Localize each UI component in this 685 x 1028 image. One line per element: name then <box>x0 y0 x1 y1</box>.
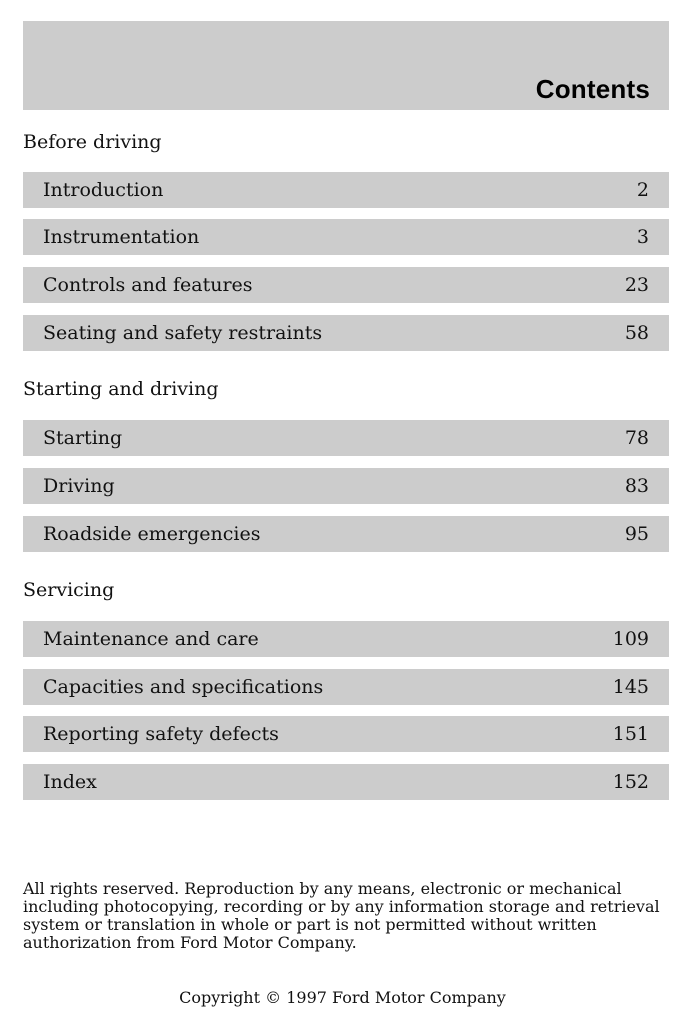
toc-entry-label: Seating and safety restraints <box>43 322 323 344</box>
toc-entry-reporting-safety-defects[interactable] <box>23 716 669 752</box>
toc-entry-page-number: 145 <box>612 676 649 698</box>
toc-entry-label: Reporting safety defects <box>43 723 279 745</box>
toc-entry-label: Capacities and specifications <box>43 676 324 698</box>
toc-entry-starting[interactable] <box>23 420 669 456</box>
copyright-line: Copyright © 1997 Ford Motor Company <box>179 988 506 1007</box>
section-heading-starting-and-driving: Starting and driving <box>23 378 219 400</box>
toc-entry-seating-and-safety-restraints[interactable] <box>23 315 669 351</box>
toc-entry-capacities-and-specifications[interactable] <box>23 669 669 705</box>
toc-entry-controls-and-features[interactable] <box>23 267 669 303</box>
toc-entry-roadside-emergencies[interactable] <box>23 516 669 552</box>
rights-reserved-notice: All rights reserved. Reproduction by any means, electronic or mechanical including photocopying, recording or by any information storage and retrieval system or translation in whole or part is not permitted without written authorization from Ford Motor Company. <box>23 879 660 952</box>
toc-entry-page-number: 23 <box>624 274 649 296</box>
toc-entry-maintenance-and-care[interactable] <box>23 621 669 657</box>
toc-entry-label: Index <box>43 771 97 793</box>
page-title: Contents <box>535 74 650 104</box>
toc-entry-page-number: 83 <box>624 475 649 497</box>
toc-entry-page-number: 2 <box>636 179 649 201</box>
toc-entry-page-number: 95 <box>624 523 649 545</box>
section-heading-before-driving: Before driving <box>23 131 162 153</box>
section-heading-servicing: Servicing <box>23 579 115 601</box>
toc-entry-page-number: 152 <box>612 771 649 793</box>
contents-header-band <box>23 21 669 110</box>
toc-entry-page-number: 3 <box>636 226 649 248</box>
toc-entry-page-number: 58 <box>624 322 649 344</box>
toc-entry-label: Instrumentation <box>43 226 200 248</box>
toc-entry-driving[interactable] <box>23 468 669 504</box>
toc-entry-index[interactable] <box>23 764 669 800</box>
toc-entry-page-number: 78 <box>624 427 649 449</box>
toc-entry-page-number: 151 <box>612 723 649 745</box>
toc-entry-instrumentation[interactable] <box>23 219 669 255</box>
toc-entry-label: Controls and features <box>43 274 253 296</box>
toc-entry-label: Introduction <box>43 179 164 201</box>
toc-entry-label: Maintenance and care <box>43 628 259 650</box>
toc-entry-label: Roadside emergencies <box>43 523 261 545</box>
toc-entry-introduction[interactable] <box>23 172 669 208</box>
toc-entry-label: Starting <box>43 427 123 449</box>
toc-entry-label: Driving <box>43 475 115 497</box>
toc-entry-page-number: 109 <box>612 628 649 650</box>
